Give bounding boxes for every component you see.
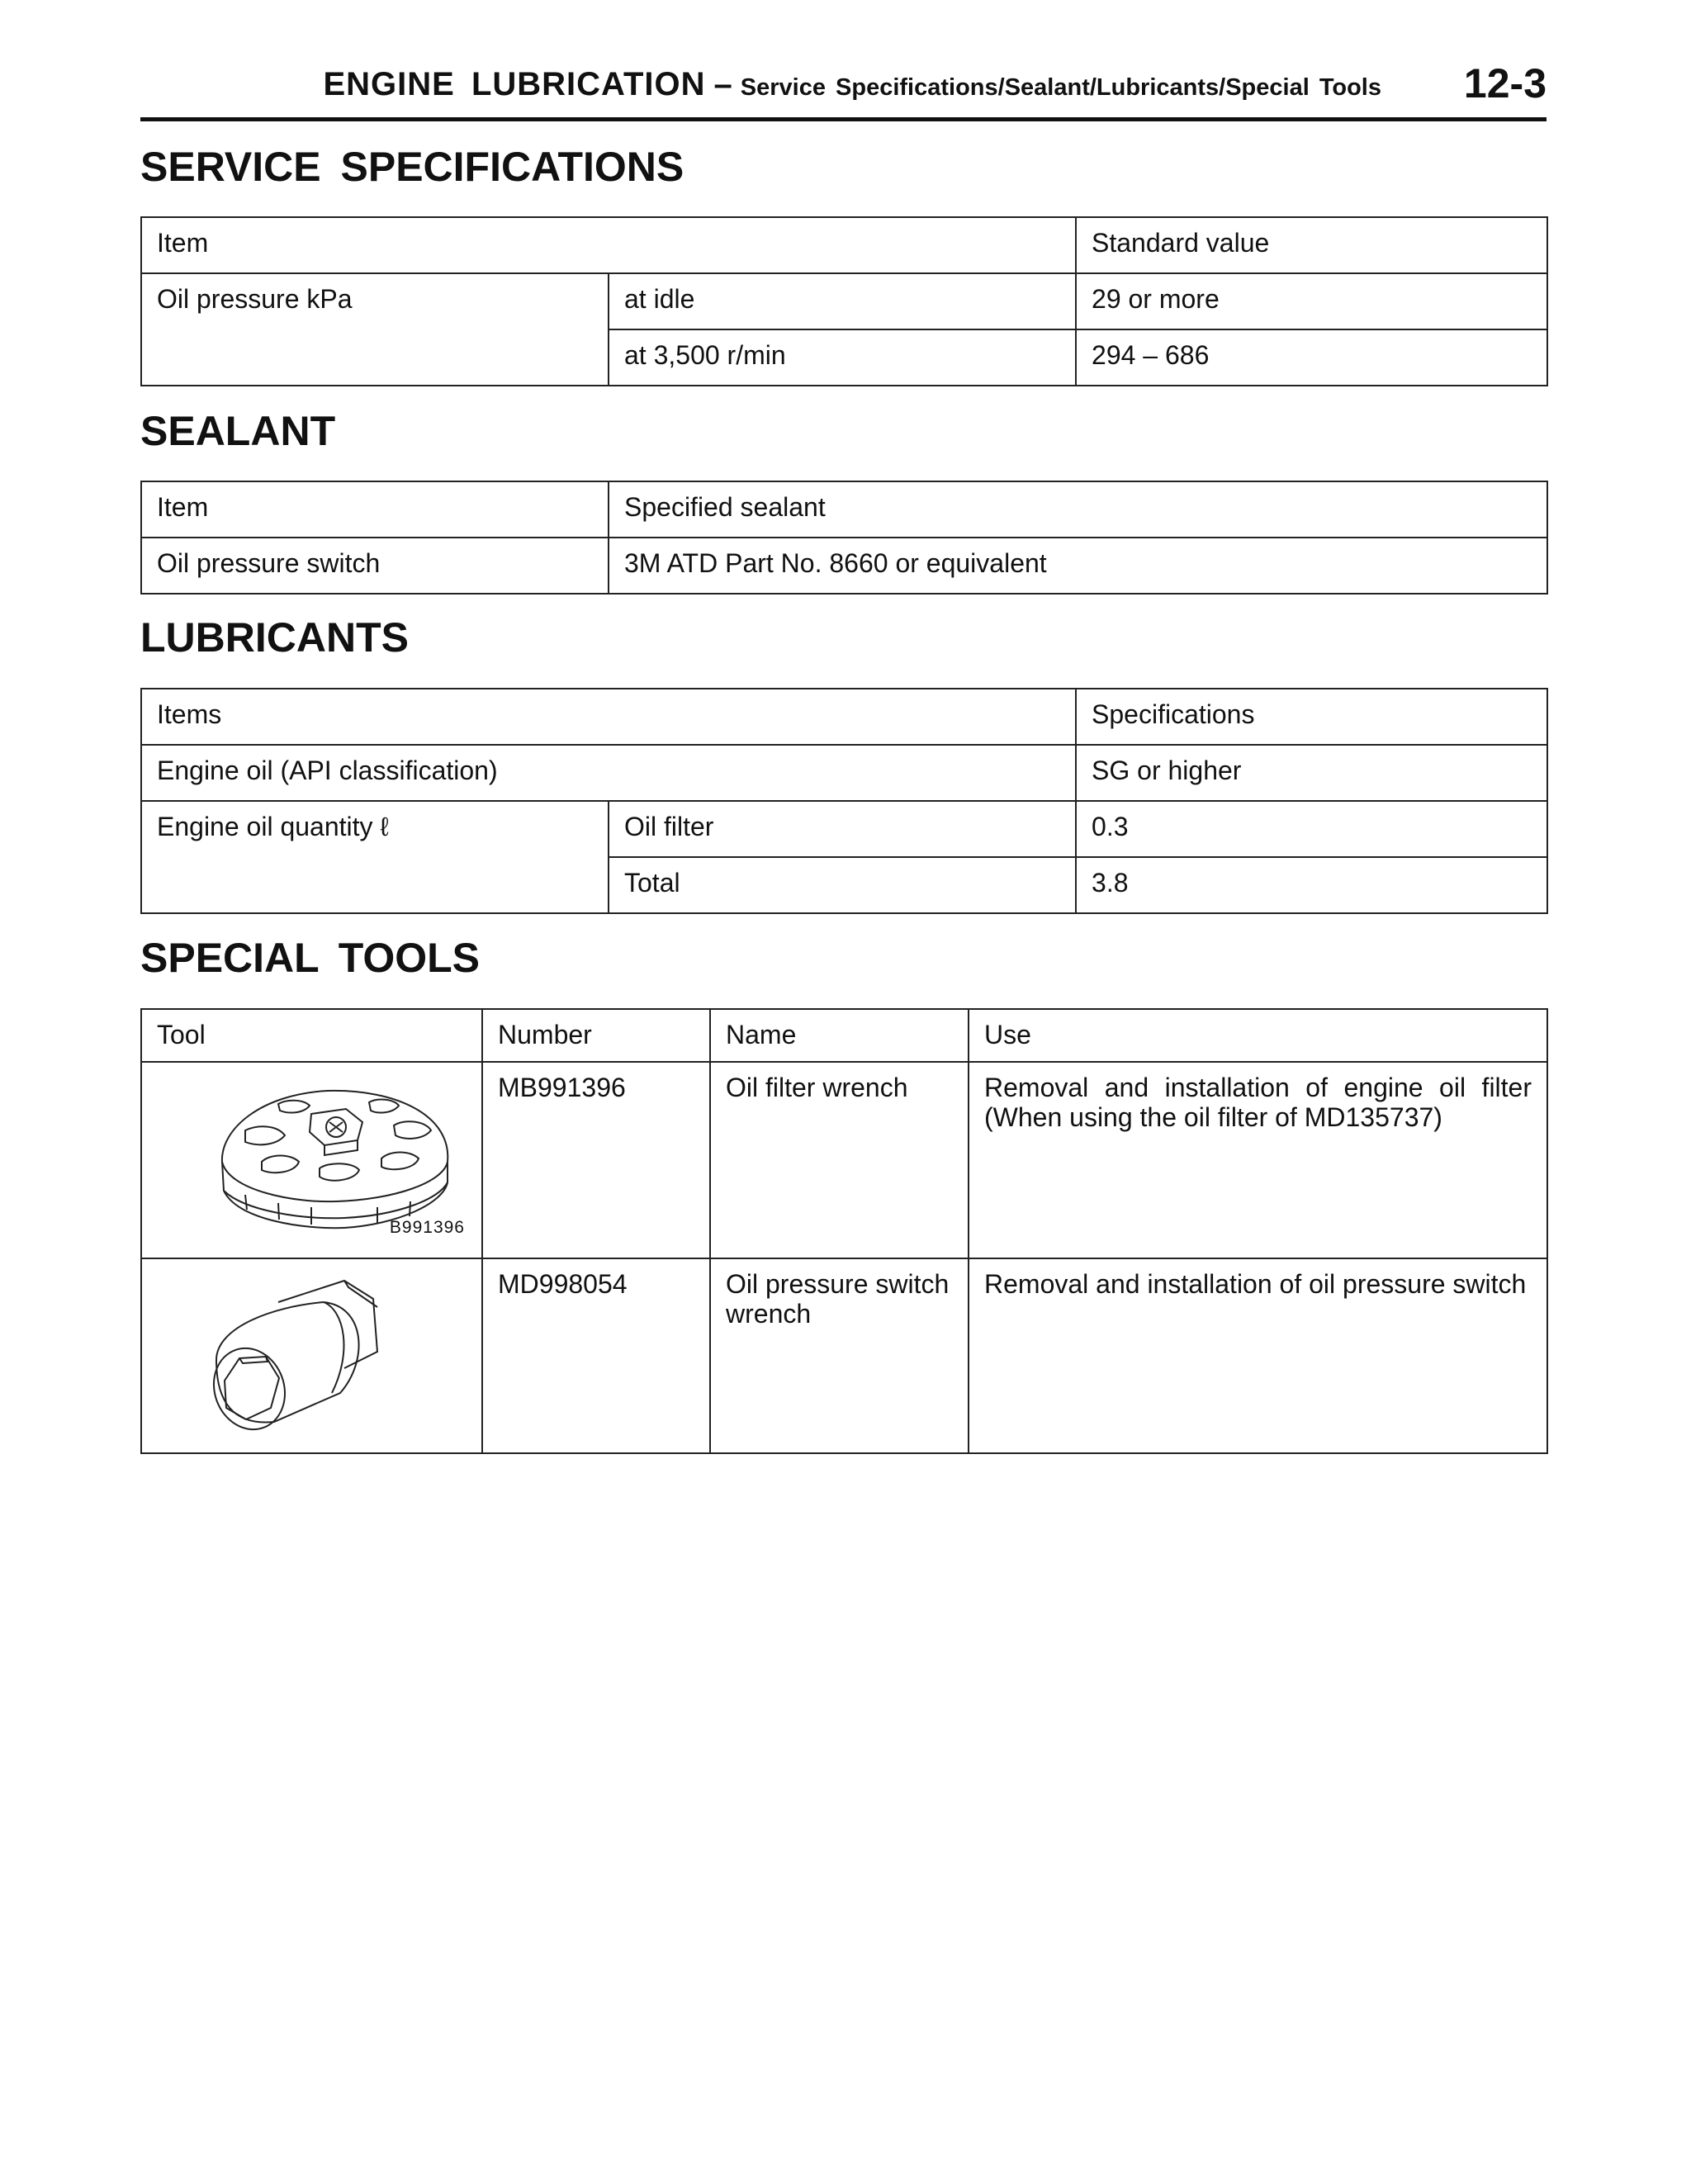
tool-image-cell: [141, 1258, 482, 1453]
tool-image-caption: B991396: [389, 1218, 465, 1237]
col-tool-header: Tool: [141, 1009, 482, 1062]
col-use-header: Use: [969, 1009, 1547, 1062]
table-row: [141, 538, 1547, 594]
col-number-header: Number: [482, 1009, 710, 1062]
col-items-header: Items: [141, 689, 1076, 745]
table-header-row: [141, 689, 1547, 745]
tool-name-cell: Oil filter wrench: [710, 1062, 969, 1258]
table-header-row: [141, 481, 1547, 538]
header-separator: –: [713, 66, 732, 102]
col-name-header: Name: [710, 1009, 969, 1062]
tool-use-cell: Removal and installation of engine oil filter (When using the oil filter of MD135737): [969, 1062, 1547, 1258]
quantity-value-cell: 0.3: [1076, 801, 1547, 857]
oil-pressure-switch-wrench-illustration: [200, 1269, 423, 1443]
col-specifications-header: Specifications: [1076, 689, 1547, 745]
table-header-row: [141, 1009, 1547, 1062]
table-row: [141, 745, 1547, 801]
quantity-part-cell: Oil filter: [609, 801, 1076, 857]
condition-cell: at 3,500 r/min: [609, 329, 1076, 386]
col-specified-sealant-header: Specified sealant: [609, 481, 1547, 538]
table-row: [141, 1258, 1547, 1453]
header-title: [323, 66, 1381, 103]
header-main-title: ENGINE LUBRICATION: [323, 66, 706, 102]
special-tools-heading: SPECIAL TOOLS: [140, 935, 481, 981]
service-specifications-table: [140, 216, 1548, 386]
table-row: [141, 801, 1547, 857]
lubricants-table: [140, 688, 1548, 914]
sealant-value: 3M ATD Part No. 8660 or equivalent: [609, 538, 1547, 594]
quantity-part-cell: Total: [609, 857, 1076, 913]
col-item-header: Item: [141, 217, 1076, 273]
value-cell: 294 – 686: [1076, 329, 1547, 386]
engine-oil-quantity-item: Engine oil quantity ℓ: [141, 801, 609, 913]
page-header: [140, 58, 1547, 121]
quantity-value-cell: 3.8: [1076, 857, 1547, 913]
table-header-row: [141, 217, 1547, 273]
sealant-item: Oil pressure switch: [141, 538, 609, 594]
col-standard-value-header: Standard value: [1076, 217, 1547, 273]
col-item-header: Item: [141, 481, 609, 538]
lubricants-heading: LUBRICANTS: [140, 614, 409, 661]
engine-oil-spec: SG or higher: [1076, 745, 1547, 801]
special-tools-table: [140, 1008, 1548, 1454]
page-number: 12-3: [1463, 60, 1547, 107]
oil-pressure-item: Oil pressure kPa: [141, 273, 609, 386]
table-row: [141, 273, 1547, 329]
header-subtitle: Service Specifications/Sealant/Lubricants/Special Tools: [740, 74, 1381, 101]
tool-name-cell: Oil pressure switch wrench: [710, 1258, 969, 1453]
tool-number-cell: MB991396: [482, 1062, 710, 1258]
table-row: [141, 1062, 1547, 1258]
condition-cell: at idle: [609, 273, 1076, 329]
sealant-table: [140, 481, 1548, 595]
tool-use-cell: Removal and installation of oil pressure switch: [969, 1258, 1547, 1453]
tool-image-cell: [141, 1062, 482, 1258]
service-specifications-heading: SERVICE SPECIFICATIONS: [140, 144, 684, 190]
value-cell: 29 or more: [1076, 273, 1547, 329]
tool-number-cell: MD998054: [482, 1258, 710, 1453]
engine-oil-item: Engine oil (API classification): [141, 745, 1076, 801]
sealant-heading: SEALANT: [140, 408, 336, 454]
